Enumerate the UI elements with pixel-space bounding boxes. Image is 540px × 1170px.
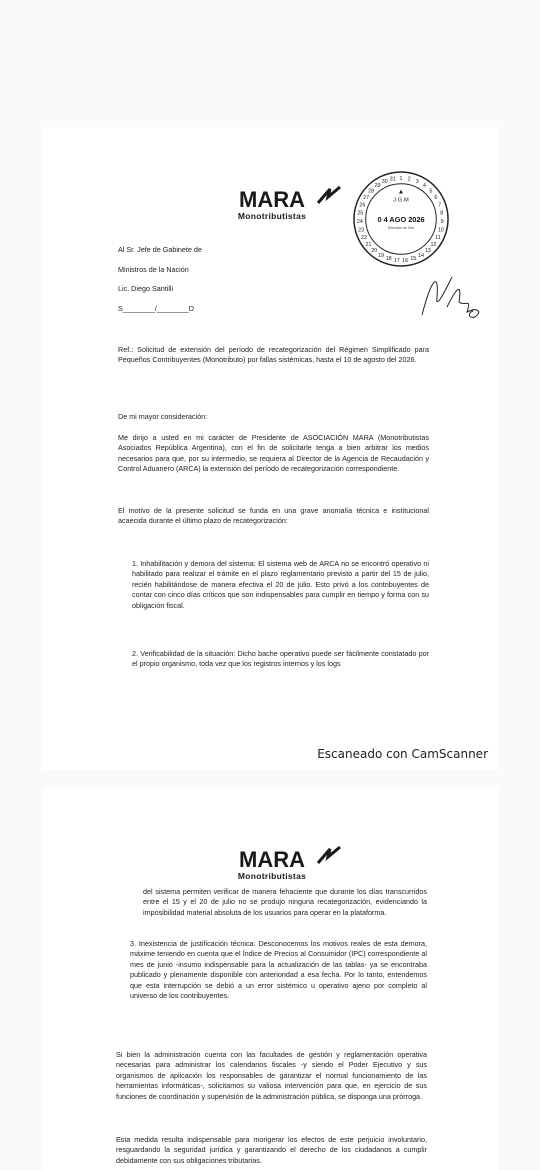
stamp-day-number: 12 <box>430 242 437 249</box>
addressee-line-3: Lic. Diego Santilli <box>118 284 174 293</box>
stamp-day-number: 1 <box>399 175 403 182</box>
stamp-day-number: 8 <box>440 210 444 217</box>
stamp-day-number: 9 <box>440 219 444 226</box>
greeting: De mi mayor consideración: <box>118 412 208 421</box>
reception-stamp <box>352 170 450 268</box>
stamp-day-number: 18 <box>385 256 392 263</box>
list-item-1: 1. Inhabilitación y demora del sistema: El sistema web de ARCA no se encontró operativo ni habilitado para realizar el trámite en el plazo reglamentario previsto a partir del 15 de julio, recién habilitándose de manera efectiva el 20 de julio. Esto privó a los contribuyentes de contar con cinco días críticos que son indispensables para cumplir en tiempo y forma con su obligación fiscal. <box>132 559 429 610</box>
stamp-day-number: 22 <box>361 235 368 242</box>
stamp-day-number: 5 <box>429 188 433 195</box>
stamp-day-number: 15 <box>410 256 417 263</box>
document-page-1 <box>42 127 498 770</box>
stamp-day-number: 14 <box>417 252 424 259</box>
stamp-day-number: 27 <box>363 195 370 202</box>
addressee-line-4: S________/________D <box>118 304 194 313</box>
list-item-2: 2. Verificabilidad de la situación: Dicho bache operativo puede ser fácilmente constatado por el propio organismo, toda vez que los registros internos y los logs <box>132 649 429 669</box>
logo-swoosh-icon <box>316 845 342 865</box>
stamp-day-number: 16 <box>402 257 409 264</box>
reference: Ref.: Solicitud de extensión del período de recategorización del Régimen Simplificado para Pequeños Contribuyentes (Monotributo) por fallas sistémicas, hasta el 10 de agosto del 2026. <box>118 345 429 365</box>
stamp-small-text: Dirección de Gob <box>387 225 415 230</box>
stamp-day-number: 29 <box>374 183 381 190</box>
stamp-day-number: 26 <box>359 202 366 209</box>
stamp-day-number: 23 <box>358 227 365 234</box>
list-item-2-continuation: del sistema permiten verificar de manera fehaciente que durante los días transcurridos entre el 15 y el 20 de julio no se produjo ninguna recategorización, evidenciando la imposibilidad material absoluta de los usuarios para operar en la plataforma. <box>143 887 427 917</box>
stamp-day-number: 20 <box>371 248 378 255</box>
stamp-day-number: 19 <box>378 252 385 259</box>
addressee-line-2: Ministros de la Nación <box>118 265 189 274</box>
stamp-day-number: 10 <box>437 227 444 234</box>
stamp-day-number: 4 <box>423 183 427 190</box>
stamp-day-number: 28 <box>368 188 375 195</box>
mara-logo-page-2 <box>212 849 332 881</box>
logo-word: MARA <box>212 849 332 871</box>
paragraph-3: Si bien la administración cuenta con las facultades de gestión y reglamentación operativa necesarias para administrar los calendarios fiscales -y siendo el Poder Ejecutivo y sus organismos de aplicación los responsables de garantizar el normal funcionamiento de las herramientas informáticas-, solicitamos su valiosa intervención para que, en ejercicio de sus funciones de coordinación y supervisión de la administración pública, se disponga una prórroga. <box>116 1050 427 1101</box>
list-item-3: 3. Inexistencia de justificación técnica: Desconocemos los motivos reales de esta demora, máxime teniendo en cuenta que el Índice de Precios al Consumidor (IPC) correspondiente al mes de junio -insumo indispensable para la actualización de las tablas- ya se encontraba publicado y plenamente disponible con anterioridad a esa fecha. Por lo tanto, entendemos que esta interrupción se debió a un error sistémico u operativo ajeno por completo al universo de los contribuyentes. <box>130 939 427 1001</box>
stamp-day-number: 13 <box>424 248 431 255</box>
logo-word: MARA <box>212 189 332 211</box>
camscanner-label: Escaneado con CamScanner <box>317 747 488 761</box>
logo-swoosh-icon <box>316 185 342 205</box>
stamp-day-number: 31 <box>389 176 396 183</box>
stamp-day-number: 3 <box>415 179 419 186</box>
stamp-day-number: 6 <box>434 195 438 202</box>
paragraph-1: Me dirijo a usted en mi carácter de Presidente de ASOCIACIÓN MARA (Monotributistas Asociados República Argentina), con el fin de solicitarle tenga a bien arbitrar los medios necesarios para que, por su intermedio, se requiera al Director de la Agencia de Recaudación y Control Aduanero (ARCA) la extensión del período de recategorización correspondiente. <box>118 433 429 474</box>
paragraph-2: El motivo de la presente solicitud se funda en una grave anomalía técnica e institucional acaecida durante el último plazo de recategorización: <box>118 506 429 526</box>
paragraph-4: Esta medida resulta indispensable para morigerar los efectos de este perjuicio involuntario, resguardando la seguridad jurídica y garantizando el derecho de los ciudadanos a cumplir debidamente con sus obligaciones tributarias. <box>116 1135 427 1165</box>
logo-subtitle: Monotributistas <box>237 211 307 221</box>
stamp-date: 0 4 AGO 2026 <box>377 214 425 224</box>
handwritten-signature <box>417 267 487 323</box>
stamp-day-number: 17 <box>393 257 400 264</box>
stamp-day-number: 25 <box>357 210 364 217</box>
mara-logo <box>212 189 332 221</box>
logo-subtitle: Monotributistas <box>237 871 307 881</box>
stamp-initials: J.G.M <box>393 197 409 204</box>
stamp-day-number: 24 <box>356 219 363 226</box>
stamp-pointer-icon <box>399 190 403 194</box>
document-page-2 <box>42 787 498 1170</box>
stamp-day-number: 2 <box>407 176 411 183</box>
stamp-day-number: 21 <box>365 242 372 249</box>
stamp-day-number: 11 <box>435 235 441 242</box>
stamp-day-number: 7 <box>438 202 442 209</box>
stamp-day-number: 30 <box>381 179 388 186</box>
addressee-line-1: Al Sr. Jefe de Gabinete de <box>118 245 202 254</box>
